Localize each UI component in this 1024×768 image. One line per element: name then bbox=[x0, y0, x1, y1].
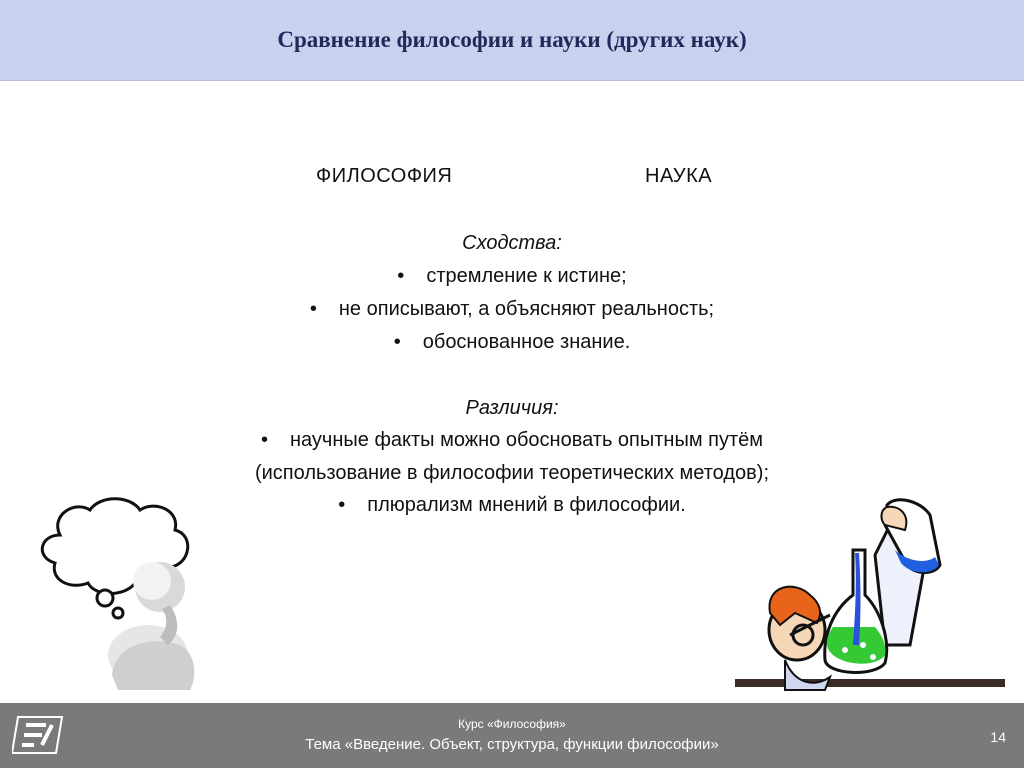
similarity-text: обоснованное знание. bbox=[422, 331, 631, 353]
difference-item bbox=[0, 429, 1024, 452]
bullet-icon: • bbox=[393, 331, 401, 353]
column-heading-science: НАУКА bbox=[645, 165, 713, 187]
difference-continuation: (использование в философии теоретических методов); bbox=[254, 462, 770, 484]
footer-course: Курс «Философия» bbox=[458, 717, 566, 731]
bullet-icon: • bbox=[338, 494, 346, 516]
difference-text: научные факты можно обосновать опытным путём bbox=[289, 429, 764, 451]
similarity-item bbox=[0, 331, 1024, 354]
bullet-icon: • bbox=[260, 429, 268, 451]
bullet-icon: • bbox=[397, 265, 405, 287]
similarity-text: стремление к истине; bbox=[426, 265, 627, 287]
slide-footer bbox=[0, 703, 1024, 768]
difference-text: плюрализм мнений в философии. bbox=[367, 494, 686, 516]
bullet-icon: • bbox=[309, 298, 317, 320]
footer-topic: Тема «Введение. Объект, структура, функции философии» bbox=[305, 736, 719, 753]
page-number: 14 bbox=[990, 729, 1006, 745]
similarity-item bbox=[0, 298, 1024, 321]
similarity-item bbox=[0, 265, 1024, 288]
similarities-heading: Сходства: bbox=[462, 232, 562, 254]
slide-header bbox=[0, 0, 1024, 81]
scientist-chemistry-icon bbox=[735, 495, 1010, 700]
column-heading-philosophy: ФИЛОСОФИЯ bbox=[316, 165, 453, 187]
similarity-text: не описывают, а объясняют реальность; bbox=[338, 298, 715, 320]
slide-title: Сравнение философии и науки (других наук) bbox=[277, 27, 747, 52]
thinking-person-icon bbox=[30, 495, 230, 695]
differences-heading: Различия: bbox=[465, 397, 559, 419]
